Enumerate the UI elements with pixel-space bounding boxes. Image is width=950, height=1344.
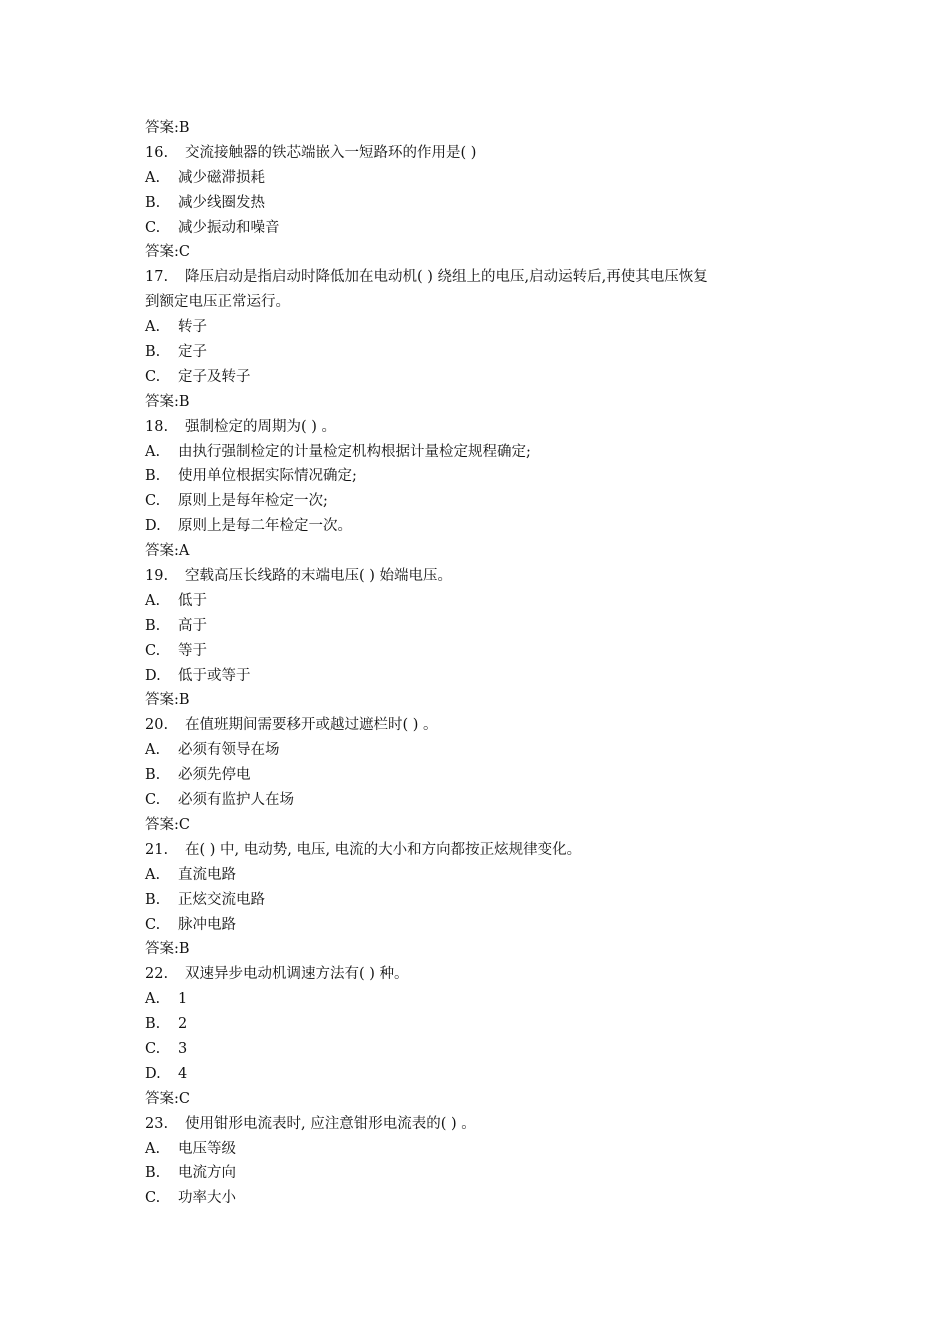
option-letter: D. <box>145 667 161 684</box>
question-text: 在( ) 中, 电动势, 电压, 电流的大小和方向都按正炫规律变化。 <box>185 841 582 858</box>
option-line <box>145 1037 835 1062</box>
option-text: 3 <box>178 1040 188 1057</box>
option-line <box>145 514 835 539</box>
option-line <box>145 738 835 763</box>
option-text: 低于或等于 <box>178 667 251 684</box>
option-text: 原则上是每年检定一次; <box>178 493 328 510</box>
question-line <box>145 141 835 166</box>
question-number: 21. <box>145 841 169 858</box>
option-line <box>145 1012 835 1037</box>
answer-line: 答案:C <box>145 1090 190 1107</box>
question-text-continuation: 到额定电压正常运行。 <box>145 294 290 311</box>
option-letter: A. <box>145 742 161 759</box>
option-letter: A. <box>145 319 161 336</box>
option-line <box>145 763 835 788</box>
option-letter: B. <box>145 1016 161 1033</box>
option-letter: D. <box>145 1065 161 1082</box>
question-text: 交流接触器的铁芯端嵌入一短路环的作用是( ) <box>185 144 477 161</box>
question-text: 空载高压长线路的末端电压( ) 始端电压。 <box>185 568 453 585</box>
option-line <box>145 216 835 241</box>
question-number: 19. <box>145 568 169 585</box>
option-letter: C. <box>145 368 161 385</box>
option-text: 使用单位根据实际情况确定; <box>178 468 357 485</box>
option-line <box>145 863 835 888</box>
question-number: 16. <box>145 144 169 161</box>
option-text: 直流电路 <box>178 866 236 883</box>
option-line <box>145 440 835 465</box>
option-text: 减少振动和噪音 <box>178 219 280 236</box>
option-text: 2 <box>178 1016 188 1033</box>
option-letter: B. <box>145 617 161 634</box>
option-line <box>145 1186 835 1211</box>
option-letter: C. <box>145 642 161 659</box>
option-letter: A. <box>145 592 161 609</box>
answer-line: 答案:C <box>145 816 190 833</box>
question-number: 17. <box>145 269 169 286</box>
option-letter: C. <box>145 219 161 236</box>
option-line <box>145 1161 835 1186</box>
question-line <box>145 962 835 987</box>
option-line <box>145 913 835 938</box>
option-line <box>145 340 835 365</box>
option-line <box>145 987 835 1012</box>
option-text: 4 <box>178 1065 188 1082</box>
option-line <box>145 489 835 514</box>
option-letter: D. <box>145 518 161 535</box>
option-letter: B. <box>145 1165 161 1182</box>
option-text: 电压等级 <box>178 1140 236 1157</box>
option-text: 必须有领导在场 <box>178 742 280 759</box>
option-text: 减少磁滞损耗 <box>178 169 265 186</box>
option-letter: A. <box>145 443 161 460</box>
option-line <box>145 191 835 216</box>
question-text: 使用钳形电流表时, 应注意钳形电流表的( ) 。 <box>185 1115 476 1132</box>
option-letter: A. <box>145 1140 161 1157</box>
question-line <box>145 265 835 290</box>
question-text: 双速异步电动机调速方法有( ) 种。 <box>185 966 409 983</box>
answer-line: 答案:B <box>145 120 190 136</box>
option-line <box>145 614 835 639</box>
option-line <box>145 166 835 191</box>
option-line <box>145 589 835 614</box>
answer-line: 答案:B <box>145 941 190 958</box>
option-text: 高于 <box>178 617 207 634</box>
option-text: 定子及转子 <box>178 368 251 385</box>
option-text: 脉冲电路 <box>178 916 236 933</box>
question-number: 22. <box>145 966 169 983</box>
option-line <box>145 788 835 813</box>
option-line <box>145 464 835 489</box>
option-text: 减少线圈发热 <box>178 194 265 211</box>
option-letter: C. <box>145 493 161 510</box>
answer-line: 答案:B <box>145 692 190 709</box>
question-number: 20. <box>145 717 169 734</box>
answer-line: 答案:C <box>145 244 190 261</box>
option-text: 由执行强制检定的计量检定机构根据计量检定规程确定; <box>178 443 531 460</box>
option-text: 等于 <box>178 642 207 659</box>
question-line <box>145 564 835 589</box>
option-text: 必须先停电 <box>178 767 251 784</box>
question-line <box>145 713 835 738</box>
question-number: 23. <box>145 1115 169 1132</box>
option-letter: B. <box>145 468 161 485</box>
option-text: 低于 <box>178 592 207 609</box>
option-letter: C. <box>145 916 161 933</box>
option-letter: B. <box>145 891 161 908</box>
option-letter: B. <box>145 344 161 361</box>
question-line <box>145 838 835 863</box>
option-letter: C. <box>145 1190 161 1207</box>
option-letter: A. <box>145 866 161 883</box>
question-line <box>145 1112 835 1137</box>
option-line <box>145 1062 835 1087</box>
option-letter: B. <box>145 767 161 784</box>
option-text: 正炫交流电路 <box>178 891 265 908</box>
option-line <box>145 888 835 913</box>
option-text: 原则上是每二年检定一次。 <box>178 518 352 535</box>
option-text: 功率大小 <box>178 1190 236 1207</box>
option-letter: B. <box>145 194 161 211</box>
option-text: 必须有监护人在场 <box>178 792 294 809</box>
option-letter: C. <box>145 792 161 809</box>
option-line <box>145 315 835 340</box>
option-line <box>145 639 835 664</box>
question-line <box>145 415 835 440</box>
option-text: 定子 <box>178 344 207 361</box>
document-page <box>145 116 835 1211</box>
question-text: 降压启动是指启动时降低加在电动机( ) 绕组上的电压,启动运转后,再使其电压恢复 <box>185 269 708 286</box>
option-line <box>145 664 835 689</box>
option-line <box>145 365 835 390</box>
question-text: 在值班期间需要移开或越过遮栏时( ) 。 <box>185 717 438 734</box>
option-letter: C. <box>145 1040 161 1057</box>
option-letter: A. <box>145 991 161 1008</box>
option-text: 1 <box>178 991 188 1008</box>
option-letter: A. <box>145 169 161 186</box>
answer-line: 答案:A <box>145 543 190 560</box>
option-line <box>145 1137 835 1162</box>
option-text: 电流方向 <box>178 1165 236 1182</box>
option-text: 转子 <box>178 319 207 336</box>
question-number: 18. <box>145 418 169 435</box>
question-text: 强制检定的周期为( ) 。 <box>185 418 337 435</box>
answer-line: 答案:B <box>145 393 190 410</box>
